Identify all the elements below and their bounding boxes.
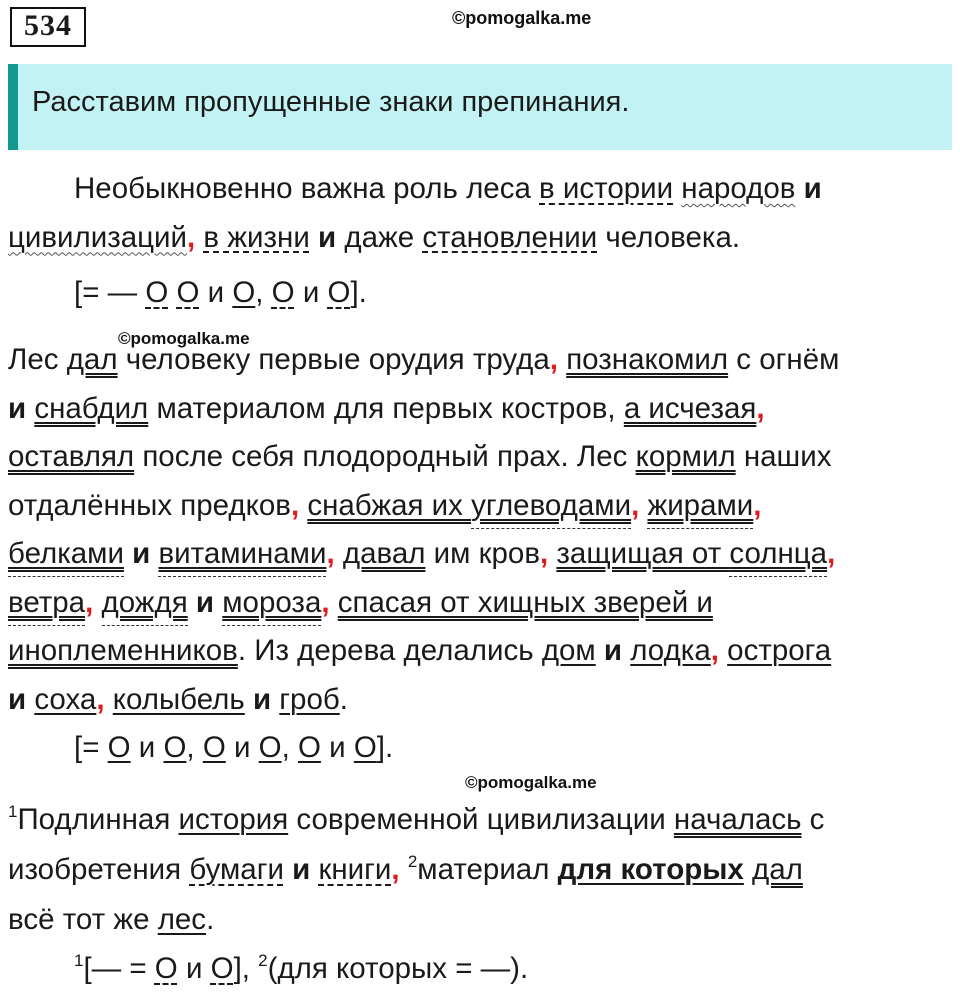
- clause-number: 2: [407, 852, 418, 871]
- space: [719, 634, 727, 667]
- text: материалом для первых костров,: [148, 391, 624, 425]
- text: (для которых = —).: [267, 952, 529, 985]
- homogeneous-member: жирами: [647, 489, 753, 529]
- text: и: [177, 952, 211, 985]
- sentence-3: [8, 795, 948, 945]
- text: материал: [417, 853, 558, 886]
- sentence-2: [8, 336, 948, 724]
- homogeneous-member: дождя: [102, 586, 188, 626]
- sentence-1-line-2: [8, 214, 948, 263]
- sentence-3-line-2: [8, 845, 948, 895]
- clause-number: 2: [258, 951, 268, 970]
- conjunction: и: [252, 682, 272, 716]
- inserted-comma: ,: [290, 488, 300, 522]
- inserted-comma: ,: [391, 853, 400, 886]
- clause-number: 1: [8, 802, 18, 821]
- homogeneous-member: О: [176, 276, 200, 309]
- text: ,: [186, 731, 203, 764]
- inserted-comma: ,: [827, 537, 836, 570]
- text: ],: [233, 952, 259, 985]
- participle-phrase: иноплеменников: [8, 634, 238, 667]
- text: человеку первые орудия труда: [117, 343, 550, 376]
- space: [330, 586, 338, 619]
- text: с огнём: [728, 343, 840, 376]
- scheme-1: [74, 276, 367, 310]
- inserted-comma: ,: [549, 343, 558, 376]
- space: [105, 683, 113, 716]
- text: отдалённых предков: [8, 488, 291, 522]
- homogeneous-member: О: [210, 952, 234, 985]
- space: [188, 586, 196, 619]
- conjunction: и: [8, 682, 27, 716]
- conjunction: и: [292, 853, 311, 886]
- sentence-2-line-6: [8, 579, 948, 628]
- watermark: ©pomogalka.me: [118, 329, 250, 348]
- conjunctive-word: для которых: [557, 853, 744, 886]
- text: им кров: [425, 537, 540, 570]
- homogeneous-member: витаминами: [158, 537, 326, 577]
- text: .: [206, 903, 215, 936]
- predicate: а исчезая: [623, 391, 757, 425]
- task-title: Расставим пропущенные знаки препинания.: [32, 86, 630, 118]
- text: [— =: [83, 952, 155, 985]
- space: [310, 221, 318, 254]
- predicate: давал: [342, 537, 426, 570]
- sentence-2-line-3: [8, 433, 948, 482]
- participle-phrase: спасая от хищных зверей и: [337, 585, 713, 619]
- adverbial: в жизни: [203, 220, 310, 254]
- homogeneous-member: О: [232, 276, 256, 309]
- sentence-2-line-5: [8, 530, 948, 579]
- space: [596, 634, 604, 667]
- text: человека.: [597, 220, 741, 254]
- subject: колыбель: [112, 682, 245, 716]
- inserted-comma: ,: [85, 585, 94, 619]
- space: [335, 537, 343, 570]
- object: бумаги: [189, 853, 284, 886]
- sentence-3-line-1: [8, 795, 948, 845]
- homogeneous-member: О: [107, 731, 131, 764]
- adverbial: становлении: [422, 220, 598, 254]
- space: [93, 586, 101, 619]
- conjunction: и: [803, 172, 822, 205]
- space: [245, 683, 253, 716]
- homogeneous-member: ветра: [8, 586, 85, 626]
- subject: соха: [34, 682, 97, 716]
- attribute: народов: [681, 172, 796, 205]
- exercise-number: 534: [10, 7, 86, 47]
- sentence-2-line-2: [8, 385, 948, 434]
- text: [= —: [74, 276, 146, 309]
- homogeneous-member: белками: [8, 537, 124, 577]
- space: [795, 172, 803, 205]
- text: всё тот же: [8, 903, 158, 936]
- text: и: [320, 731, 354, 764]
- subject: гроб: [279, 682, 340, 716]
- predicate: оставлял: [8, 440, 135, 473]
- sentence-3-line-3: [8, 895, 948, 945]
- predicate: снабдил: [34, 391, 149, 425]
- object: книги: [318, 853, 392, 886]
- homogeneous-member: О: [145, 276, 169, 309]
- text: Лес: [8, 343, 67, 376]
- inserted-comma: ,: [756, 391, 765, 425]
- text: ].: [350, 276, 367, 309]
- sentence-2-line-7: [8, 627, 948, 676]
- homogeneous-member: О: [353, 731, 377, 764]
- subject: лес: [157, 903, 207, 936]
- subject: острога: [727, 634, 832, 667]
- conjunction: и: [603, 634, 623, 667]
- watermark: ©pomogalka.me: [452, 8, 592, 28]
- predicate: кормил: [635, 440, 736, 473]
- inserted-comma: ,: [326, 537, 335, 570]
- participle-phrase: снабжая их: [307, 488, 472, 522]
- text: наших: [735, 440, 832, 473]
- text: даже: [336, 220, 423, 254]
- subject: дом: [541, 634, 596, 667]
- homogeneous-member: О: [258, 731, 282, 764]
- text: ,: [281, 731, 298, 764]
- text: и: [199, 276, 233, 309]
- watermark: ©pomogalka.me: [465, 773, 597, 792]
- text: и: [225, 731, 259, 764]
- predicate: началась: [673, 803, 802, 836]
- sentence-2-line-1: [8, 336, 948, 385]
- homogeneous-member: О: [298, 731, 321, 764]
- inserted-comma: ,: [321, 585, 330, 619]
- conjunction: и: [8, 391, 27, 425]
- clause-number: 1: [74, 951, 84, 970]
- text: с: [801, 803, 825, 836]
- text: изобретения: [8, 853, 190, 886]
- inserted-comma: ,: [540, 537, 549, 570]
- sentence-1: [8, 165, 948, 262]
- homogeneous-member: О: [163, 731, 187, 764]
- text: . Из дерева делались: [237, 634, 542, 667]
- inserted-comma: ,: [96, 682, 105, 716]
- inserted-comma: ,: [631, 488, 640, 522]
- space: [558, 343, 566, 376]
- space: [124, 537, 132, 570]
- predicate: дал: [752, 853, 803, 886]
- text: и: [294, 276, 328, 309]
- text: после себя плодородный прах. Лес: [134, 440, 636, 473]
- conjunction: и: [195, 585, 215, 619]
- inserted-comma: ,: [710, 634, 719, 667]
- homogeneous-member: солнца: [729, 537, 827, 577]
- text: ].: [376, 731, 394, 764]
- homogeneous-member: О: [154, 952, 178, 985]
- predicate: познакомил: [566, 343, 729, 376]
- sentence-2-line-4: [8, 482, 948, 531]
- text: ,: [255, 276, 272, 309]
- homogeneous-member: О: [327, 276, 351, 309]
- text: Подлинная: [17, 803, 179, 836]
- text: Необыкновенно важна роль леса: [74, 172, 540, 205]
- conjunction: и: [318, 220, 337, 254]
- attribute: цивилизаций: [8, 220, 188, 254]
- conjunction: и: [132, 537, 151, 570]
- subject: история: [178, 803, 289, 836]
- task-banner: [8, 64, 952, 150]
- homogeneous-member: мороза: [222, 586, 321, 626]
- text: [=: [74, 731, 108, 764]
- predicate: дал: [66, 343, 118, 376]
- inserted-comma: ,: [753, 488, 762, 522]
- homogeneous-member: углеводами: [471, 489, 631, 529]
- scheme-2: [74, 731, 393, 765]
- homogeneous-member: О: [271, 276, 295, 309]
- sentence-2-line-8: [8, 676, 948, 725]
- space: [284, 853, 292, 886]
- participle-phrase: защищая от: [556, 537, 730, 570]
- text: и: [130, 731, 164, 764]
- adverbial: в истории: [539, 172, 674, 205]
- homogeneous-member: О: [202, 731, 226, 764]
- scheme-3: [74, 952, 528, 986]
- text: .: [339, 682, 348, 716]
- sentence-1-line-1: [8, 165, 948, 214]
- subject: лодка: [630, 634, 711, 667]
- space: [744, 853, 752, 886]
- inserted-comma: ,: [187, 220, 196, 254]
- space: [400, 853, 408, 886]
- text: современной цивилизации: [288, 803, 674, 836]
